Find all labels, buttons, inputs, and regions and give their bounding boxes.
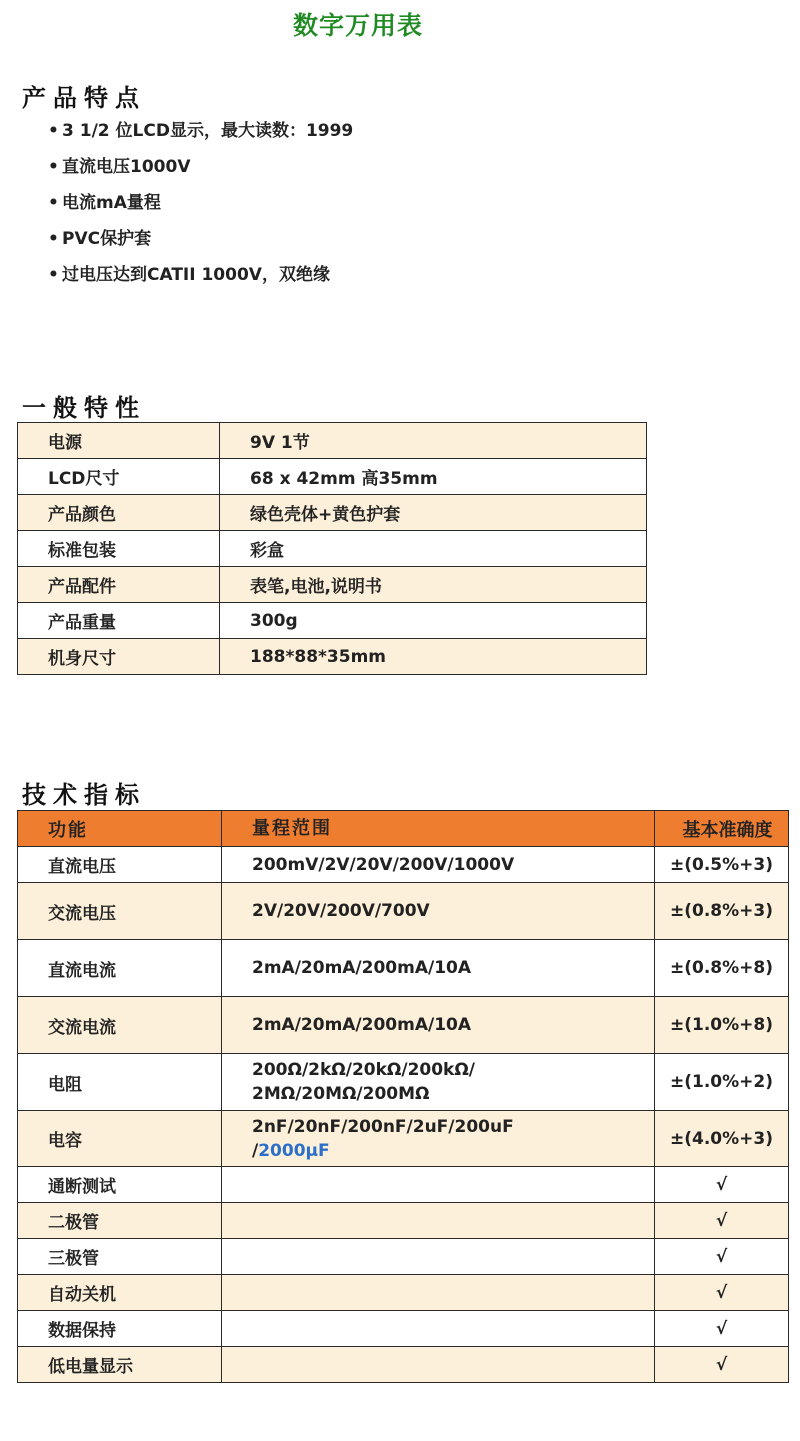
check-mark: √ [655,1311,789,1347]
spec-accuracy: ±(1.0%+2) [655,1054,789,1111]
general-value: 表笔,电池,说明书 [220,567,647,603]
check-mark: √ [655,1347,789,1383]
general-value: 68 x 42mm 高35mm [220,459,647,495]
spec-range [222,1167,655,1203]
spec-function: 电阻 [18,1054,222,1111]
table-row [18,1111,789,1167]
list-item: • PVC保护套 [48,229,152,249]
table-row [18,847,789,883]
spec-range [222,1054,655,1111]
general-key: 产品配件 [18,567,220,603]
spec-function: 二极管 [18,1203,222,1239]
table-row [18,1167,789,1203]
spec-function: 交流电流 [18,997,222,1054]
spec-range: 2V/20V/200V/700V [222,883,655,940]
general-table [17,422,647,675]
table-row [18,1203,789,1239]
check-mark: √ [655,1167,789,1203]
spec-range: 2mA/20mA/200mA/10A [222,940,655,997]
table-row [18,423,647,459]
general-key: LCD尺寸 [18,459,220,495]
features-heading: 产品特点 [22,84,146,112]
spec-function: 电容 [18,1111,222,1167]
table-header-row [18,811,789,847]
list-item: • 电流mA量程 [48,193,161,213]
spec-function: 通断测试 [18,1167,222,1203]
features-list [48,116,353,296]
table-row [18,1054,789,1111]
spec-accuracy: ±(0.8%+8) [655,940,789,997]
page-title: 数字万用表 [292,11,423,40]
check-mark: √ [655,1203,789,1239]
table-row [18,1239,789,1275]
spec-range-line: 200Ω/2kΩ/20kΩ/200kΩ/ [252,1060,476,1080]
general-heading: 一般特性 [22,394,146,422]
general-key: 产品重量 [18,603,220,639]
spec-range [222,1347,655,1383]
general-key: 机身尺寸 [18,639,220,675]
spec-range-line: 2MΩ/20MΩ/200MΩ [252,1084,430,1104]
table-row [18,639,647,675]
table-row [18,1275,789,1311]
spec-heading: 技术指标 [22,781,146,809]
spec-function: 三极管 [18,1239,222,1275]
spec-function: 数据保持 [18,1311,222,1347]
table-row [18,883,789,940]
spec-accuracy: ±(4.0%+3) [655,1111,789,1167]
header-accuracy: 基本准确度 [655,811,789,847]
general-value: 300g [220,603,647,639]
table-row [18,459,647,495]
list-item: • 过电压达到CATII 1000V，双绝缘 [48,265,330,285]
spec-table [17,810,789,1383]
table-row [18,1311,789,1347]
header-function: 功能 [18,811,222,847]
spec-accuracy: ±(0.5%+3) [655,847,789,883]
spec-range-slash: / [252,1140,259,1161]
spec-function: 低电量显示 [18,1347,222,1383]
table-row [18,940,789,997]
spec-range [222,1275,655,1311]
spec-range-link: 2000μF [258,1140,330,1161]
general-key: 标准包装 [18,531,220,567]
general-value: 绿色壳体+黄色护套 [220,495,647,531]
spec-accuracy: ±(0.8%+3) [655,883,789,940]
list-item: • 3 1/2 位LCD显示，最大读数：1999 [48,121,354,141]
spec-function: 直流电压 [18,847,222,883]
general-value: 188*88*35mm [220,639,647,675]
general-value: 彩盒 [220,531,647,567]
general-key: 电源 [18,423,220,459]
spec-range [222,1311,655,1347]
table-row [18,1347,789,1383]
header-range: 量程范围 [222,811,655,847]
spec-range: 200mV/2V/20V/200V/1000V [222,847,655,883]
spec-range-line: 2nF/20nF/200nF/2uF/200uF [252,1116,514,1137]
spec-range-line [252,1139,654,1163]
spec-range [222,1239,655,1275]
spec-range: 2mA/20mA/200mA/10A [222,997,655,1054]
check-mark: √ [655,1239,789,1275]
spec-range [222,1111,655,1167]
table-row [18,495,647,531]
spec-function: 直流电流 [18,940,222,997]
spec-function: 自动关机 [18,1275,222,1311]
spec-accuracy: ±(1.0%+8) [655,997,789,1054]
list-item: • 直流电压1000V [48,157,191,177]
spec-function: 交流电压 [18,883,222,940]
table-row [18,567,647,603]
general-value: 9V 1节 [220,423,647,459]
general-key: 产品颜色 [18,495,220,531]
table-row [18,603,647,639]
spec-range [222,1203,655,1239]
table-row [18,997,789,1054]
check-mark: √ [655,1275,789,1311]
table-row [18,531,647,567]
